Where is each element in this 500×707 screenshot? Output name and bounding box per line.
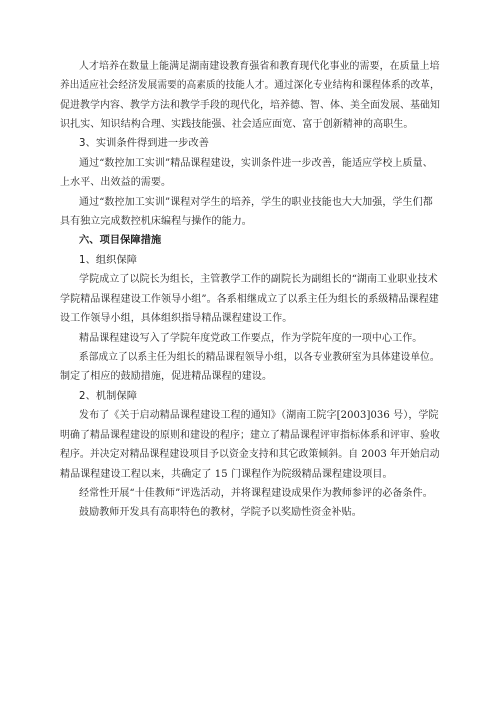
text-line: 精品课程建设工程以来，共确定了 15 门课程作为院级精品课程建设项目。: [60, 469, 393, 480]
text-line: 制定了相应的鼓励措施，促进精品课程的建设。: [60, 371, 273, 382]
text-line: 具有独立完成数控机床编程与操作的能力。: [60, 216, 252, 227]
text-line: 通过“数控加工实训”精品课程建设，实训条件进一步改善，能适应学校上质量、: [79, 158, 433, 169]
section-heading: 六、项目保障措施: [79, 235, 162, 246]
text-line: 设工作领导小组，具体组织指导精品课程建设工作。: [60, 313, 293, 324]
text-line: 明确了精品课程建设的原则和建设的程序；建立了精品课程评审指标体系和评审、验收: [60, 430, 440, 441]
text-line: 养出适应社会经济发展需要的高素质的技能人才。通过深化专业结构和课程体系的改革，: [60, 80, 440, 91]
text-line: 识扎实、知识结构合理、实践技能强、社会适应面宽、富于创新精神的高职生。: [60, 119, 414, 130]
text-line: 发布了《关于启动精品课程建设工程的通知》（湖南工院字[2003]036 号），学院: [79, 410, 439, 421]
text-line: 鼓励教师开发具有高职特色的教材，学院予以奖励性资金补贴。: [79, 507, 362, 518]
text-line: 程序。并决定对精品课程建设项目予以资金支持和其它政策倾斜。自 2003 年开始启动: [60, 449, 440, 460]
text-line: 人才培养在数量上能满足湖南建设教育强省和教育现代化事业的需要，在质量上培: [79, 61, 440, 72]
subsection-heading: 2、机制保障: [79, 391, 138, 402]
text-line: 精品课程建设写入了学院年度党政工作要点，作为学院年度的一项中心工作。: [79, 333, 423, 344]
text-line: 通过“数控加工实训”课程对学生的培养，学生的职业技能也大大加强，学生们都: [79, 197, 433, 208]
text-line: 学院精品课程建设工作领导小组”。各系相继成立了以系主任为组长的系级精品课程建: [60, 294, 439, 305]
section-heading: 3、实训条件得到进一步改善: [79, 138, 210, 149]
subsection-heading: 1、组织保障: [79, 255, 138, 266]
text-line: 经常性开展“十佳教师”评选活动，并将课程建设成果作为教师参评的必备条件。: [79, 488, 433, 499]
text-line: 促进教学内容、教学方法和教学手段的现代化，培养德、智、体、美全面发展、基础知: [60, 100, 440, 111]
text-line: 学院成立了以院长为组长，主管教学工作的副院长为副组长的“湖南工业职业技术: [79, 274, 438, 285]
text-line: 上水平、出效益的需要。: [60, 177, 172, 188]
text-line: 系部成立了以系主任为组长的精品课程领导小组，以各专业教研室为具体建设单位。: [79, 352, 440, 363]
